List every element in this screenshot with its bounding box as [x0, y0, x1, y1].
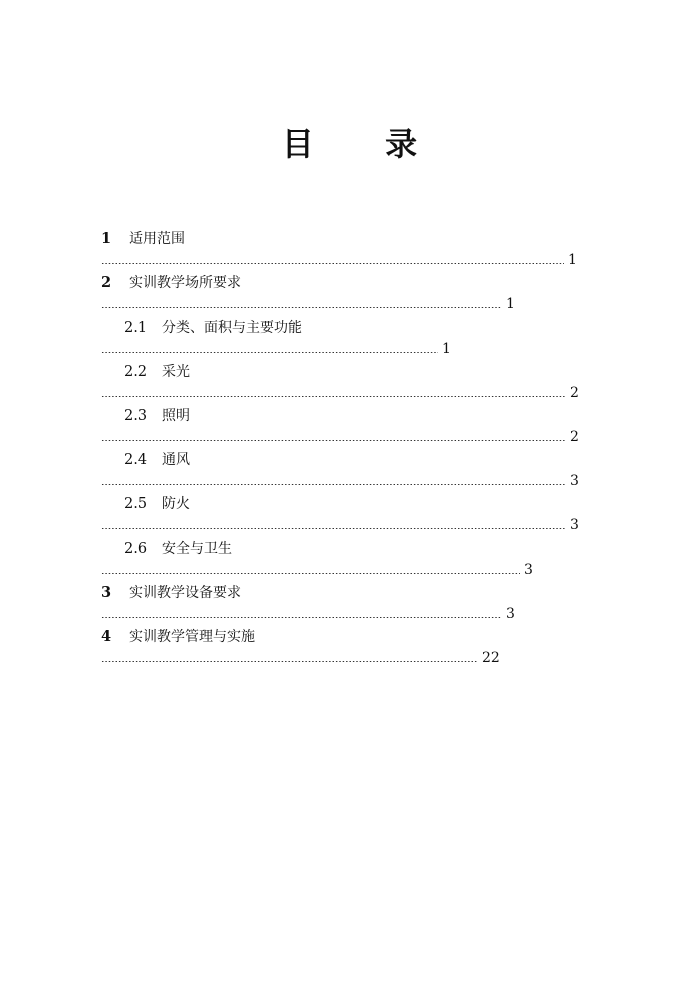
toc-label: 适用范围 — [129, 231, 185, 247]
toc-number: 2 — [101, 274, 112, 291]
toc-leader — [101, 471, 579, 491]
dot-leader — [101, 339, 438, 359]
toc-page-number: 3 — [570, 473, 579, 489]
toc-label: 安全与卫生 — [162, 541, 232, 557]
toc-page-number: 1 — [568, 252, 577, 268]
toc-leader — [101, 383, 579, 403]
toc-number: 1 — [101, 230, 112, 247]
dot-leader — [101, 294, 502, 314]
toc-number: 2.1 — [124, 320, 148, 336]
toc-entry-1[interactable] — [101, 228, 577, 270]
toc-label: 通风 — [162, 452, 190, 468]
toc-leader — [101, 560, 533, 580]
toc-page-number: 2 — [570, 429, 579, 445]
toc-number: 2.4 — [124, 452, 148, 468]
dot-leader — [101, 648, 478, 668]
toc-leader — [101, 250, 577, 270]
toc-leader — [101, 294, 515, 314]
toc-leader — [101, 427, 579, 447]
toc-number: 3 — [101, 584, 112, 601]
toc-label: 采光 — [162, 364, 190, 380]
toc-page-number: 2 — [570, 385, 579, 401]
page-title: 目 录 — [281, 125, 448, 163]
toc-number: 4 — [101, 628, 112, 645]
dot-leader — [101, 471, 566, 491]
dot-leader — [101, 383, 566, 403]
toc-page-number: 1 — [506, 296, 515, 312]
toc-page-number: 3 — [570, 517, 579, 533]
dot-leader — [101, 604, 502, 624]
toc-number: 2.3 — [124, 408, 148, 424]
toc-number: 2.5 — [124, 496, 148, 512]
toc-label: 分类、面积与主要功能 — [162, 320, 302, 336]
toc-label: 实训教学管理与实施 — [129, 629, 255, 645]
toc-number: 2.2 — [124, 364, 148, 380]
toc-entry-2-2[interactable] — [101, 361, 579, 403]
toc-label: 防火 — [162, 496, 190, 512]
toc-page-number: 3 — [524, 562, 533, 578]
dot-leader — [101, 560, 520, 580]
toc-leader — [101, 604, 515, 624]
dot-leader — [101, 250, 564, 270]
dot-leader — [101, 515, 566, 535]
toc-page-number: 1 — [442, 341, 451, 357]
toc-leader — [101, 648, 500, 668]
toc-entry-3[interactable] — [101, 582, 515, 624]
toc-leader — [101, 515, 579, 535]
toc-leader — [101, 339, 451, 359]
toc-entry-2-3[interactable] — [101, 405, 579, 447]
toc-label: 照明 — [162, 408, 190, 424]
toc-page-number: 22 — [482, 650, 500, 666]
dot-leader — [101, 427, 566, 447]
toc-page-number: 3 — [506, 606, 515, 622]
toc-entry-2-6[interactable] — [101, 538, 533, 580]
toc-entry-2-5[interactable] — [101, 493, 579, 535]
toc-entry-2-4[interactable] — [101, 449, 579, 491]
toc-label: 实训教学场所要求 — [129, 275, 241, 291]
toc-entry-2-1[interactable] — [101, 317, 451, 359]
toc-label: 实训教学设备要求 — [129, 585, 241, 601]
toc-number: 2.6 — [124, 541, 148, 557]
toc-entry-2[interactable] — [101, 272, 515, 314]
toc-entry-4[interactable] — [101, 626, 500, 668]
